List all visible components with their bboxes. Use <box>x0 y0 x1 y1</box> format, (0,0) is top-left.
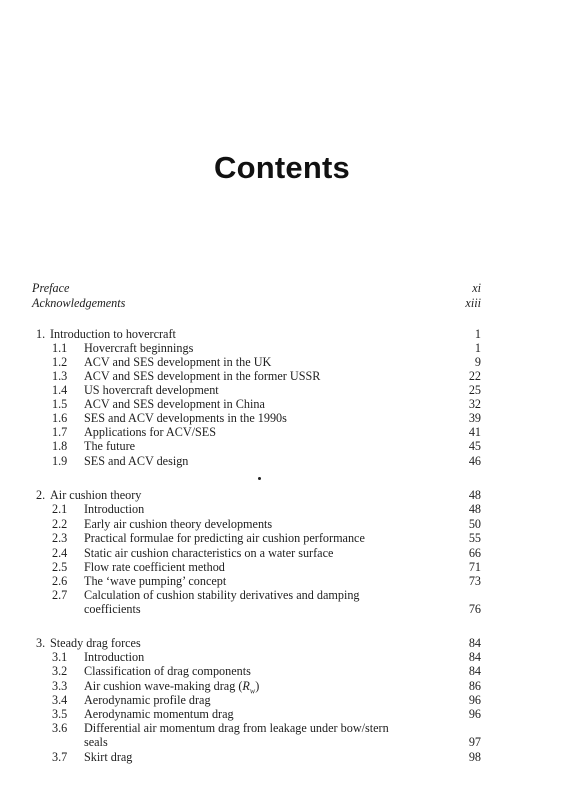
toc-entry-label <box>32 602 451 616</box>
toc-entry-text: SES and ACV developments in the 1990s <box>84 411 287 425</box>
toc-entry-label <box>32 750 451 764</box>
toc-page-number: 71 <box>468 560 481 574</box>
toc-entry-label <box>32 664 451 678</box>
toc-entry-number: 3.4 <box>52 693 68 707</box>
toc-page-number: 1 <box>474 341 481 355</box>
toc-entry-text: seals <box>84 735 108 749</box>
toc-page-number: 84 <box>468 650 481 664</box>
toc-entry-label <box>32 439 451 453</box>
toc-page-number: 32 <box>468 397 481 411</box>
toc-page-number: 48 <box>468 488 481 502</box>
toc-entry-text: Air cushion theory <box>50 488 142 502</box>
toc-entry-text: Introduction to hovercraft <box>50 327 176 341</box>
toc-entry-label <box>32 735 451 749</box>
toc-entry-text: The ‘wave pumping’ concept <box>84 574 227 588</box>
toc-page-number: 46 <box>468 454 481 468</box>
page-title: Contents <box>214 150 350 185</box>
toc-entry-text: ACV and SES development in the former USSR <box>84 369 321 383</box>
toc-page-number: 96 <box>468 693 481 707</box>
toc-entry-label <box>32 369 451 383</box>
toc-page-number: 84 <box>468 636 481 650</box>
toc-page-number: xiii <box>465 296 481 310</box>
toc-section-row <box>32 355 481 369</box>
toc-section-row <box>32 397 481 411</box>
toc-entry-number: 1.3 <box>52 369 68 383</box>
toc-entry-number: 2.5 <box>52 560 68 574</box>
toc-section-row <box>32 425 481 439</box>
toc-section-row <box>32 341 481 355</box>
toc-section-row <box>32 383 481 397</box>
toc-entry-label <box>32 721 451 735</box>
toc-entry-text: Differential air momentum drag from leakage under bow/stern <box>84 721 389 735</box>
toc-page-number: 25 <box>468 383 481 397</box>
toc-entry-label <box>32 341 451 355</box>
toc-section-row <box>32 750 481 764</box>
symbol-r-w: $R_w$ <box>242 679 256 696</box>
toc-page-number <box>451 588 481 602</box>
toc-entry-text: Hovercraft beginnings <box>84 341 194 355</box>
toc-entry-text: Practical formulae for predicting air cushion performance <box>84 531 365 545</box>
toc-front-matter-row <box>32 296 481 310</box>
toc-entry-label <box>32 574 451 588</box>
toc-entry-text: Introduction <box>84 650 145 664</box>
toc-page-number: 76 <box>468 602 481 616</box>
toc-entry-label <box>32 454 451 468</box>
toc-chapter-row <box>32 488 481 502</box>
toc-entry-label <box>32 531 451 545</box>
toc-entry-label <box>32 560 451 574</box>
toc-page-number <box>451 721 481 735</box>
print-speck <box>258 477 261 480</box>
toc-section-row <box>32 650 481 664</box>
toc-section-row <box>32 502 481 516</box>
toc-entry-number: 2. <box>36 488 46 502</box>
toc-entry-text: ACV and SES development in the UK <box>84 355 272 369</box>
toc-page-number: 45 <box>468 439 481 453</box>
toc-entry-number: 1.2 <box>52 355 68 369</box>
toc-entry-number: 3.7 <box>52 750 68 764</box>
toc-entry-number: 2.6 <box>52 574 68 588</box>
toc-section-row <box>32 588 481 602</box>
toc-entry-label <box>32 707 451 721</box>
toc-page-number: 39 <box>468 411 481 425</box>
toc-entry-text: Calculation of cushion stability derivatives and damping <box>84 588 360 602</box>
toc-entry-text: Steady drag forces <box>50 636 141 650</box>
toc-entry-text: SES and ACV design <box>84 454 189 468</box>
toc-entry-label <box>32 327 451 341</box>
toc-entry-number: 1.4 <box>52 383 68 397</box>
toc-entry-label <box>32 502 451 516</box>
toc-entry-label <box>32 588 451 602</box>
toc-entry-number: 2.3 <box>52 531 68 545</box>
toc-entry-label <box>32 411 451 425</box>
toc-entry-text: Aerodynamic profile drag <box>84 693 211 707</box>
toc-section-row <box>32 664 481 678</box>
toc-entry-label <box>32 488 451 502</box>
toc-entry-number: 1.1 <box>52 341 68 355</box>
toc-section-row <box>32 574 481 588</box>
toc-entry-text: Introduction <box>84 502 145 516</box>
toc-page-number: 41 <box>468 425 481 439</box>
toc-section-row <box>32 439 481 453</box>
toc-page-number: 98 <box>468 750 481 764</box>
toc-entry-label <box>32 650 451 664</box>
toc-page-number: xi <box>472 281 481 295</box>
toc-chapter-row <box>32 636 481 650</box>
toc-entry-number: 3.1 <box>52 650 68 664</box>
toc-page-number: 22 <box>468 369 481 383</box>
toc-page-number: 66 <box>468 546 481 560</box>
toc-page-number: 9 <box>474 355 481 369</box>
toc-entry-number: 1.8 <box>52 439 68 453</box>
toc-entry-number: 2.1 <box>52 502 68 516</box>
toc-section-row <box>32 454 481 468</box>
toc-page-number: 84 <box>468 664 481 678</box>
toc-entry-label <box>32 397 451 411</box>
toc-entry-text: Classification of drag components <box>84 664 251 678</box>
toc-section-row <box>32 517 481 531</box>
toc-section-row <box>32 721 481 735</box>
toc-entry-number: 3.3 <box>52 679 68 693</box>
toc-section-row <box>32 531 481 545</box>
toc-page-number: 96 <box>468 707 481 721</box>
toc-entry-text: Static air cushion characteristics on a water surface <box>84 546 334 560</box>
toc-entry-number: 3. <box>36 636 46 650</box>
toc-entry-text: Skirt drag <box>84 750 133 764</box>
toc-entry-number: 1. <box>36 327 46 341</box>
toc-entry-label <box>32 355 451 369</box>
toc-entry-text: coefficients <box>84 602 141 616</box>
toc-entry-text: The future <box>84 439 136 453</box>
toc-entry-number: 3.5 <box>52 707 68 721</box>
toc-entry-label <box>32 636 451 650</box>
toc-page-number: 86 <box>468 679 481 693</box>
toc-entry-number: 2.7 <box>52 588 68 602</box>
toc-entry-number: 2.2 <box>52 517 68 531</box>
toc-front-matter-row <box>32 281 481 295</box>
toc-entry-label <box>32 517 451 531</box>
toc-page-number: 73 <box>468 574 481 588</box>
toc-page-number: 1 <box>474 327 481 341</box>
toc-entry-label: Preface <box>32 281 70 295</box>
toc-page-number: 48 <box>468 502 481 516</box>
toc-entry-label <box>32 383 451 397</box>
toc-entry-label <box>32 546 451 560</box>
toc-entry-text: ACV and SES development in China <box>84 397 265 411</box>
toc-section-row <box>32 735 481 749</box>
toc-section-row <box>32 546 481 560</box>
toc-entry-text: Flow rate coefficient method <box>84 560 225 574</box>
toc-entry-number: 1.6 <box>52 411 68 425</box>
toc-section-row <box>32 602 481 616</box>
toc-entry-label: Acknowledgements <box>32 296 126 310</box>
toc-section-row <box>32 560 481 574</box>
toc-entry-text: Aerodynamic momentum drag <box>84 707 234 721</box>
toc-entry-text: Applications for ACV/SES <box>84 425 217 439</box>
toc-entry-number: 3.6 <box>52 721 68 735</box>
toc-section-row <box>32 707 481 721</box>
toc-entry-text: Early air cushion theory developments <box>84 517 273 531</box>
toc-section-row <box>32 693 481 707</box>
toc-chapter-row <box>32 327 481 341</box>
toc-entry-number: 1.5 <box>52 397 68 411</box>
toc-entry-label <box>32 425 451 439</box>
toc-entry-number: 2.4 <box>52 546 68 560</box>
toc-entry-text: Air cushion wave-making drag $(R_w)$ <box>84 679 260 696</box>
toc-page-number: 55 <box>468 531 481 545</box>
toc-entry-number: 3.2 <box>52 664 68 678</box>
toc-entry-number: 1.9 <box>52 454 68 468</box>
toc-page-number: 50 <box>468 517 481 531</box>
toc-section-row <box>32 369 481 383</box>
toc-entry-text: US hovercraft development <box>84 383 219 397</box>
toc-page-number: 97 <box>468 735 481 749</box>
toc-entry-label <box>32 693 451 707</box>
toc-section-row <box>32 411 481 425</box>
toc-entry-number: 1.7 <box>52 425 68 439</box>
